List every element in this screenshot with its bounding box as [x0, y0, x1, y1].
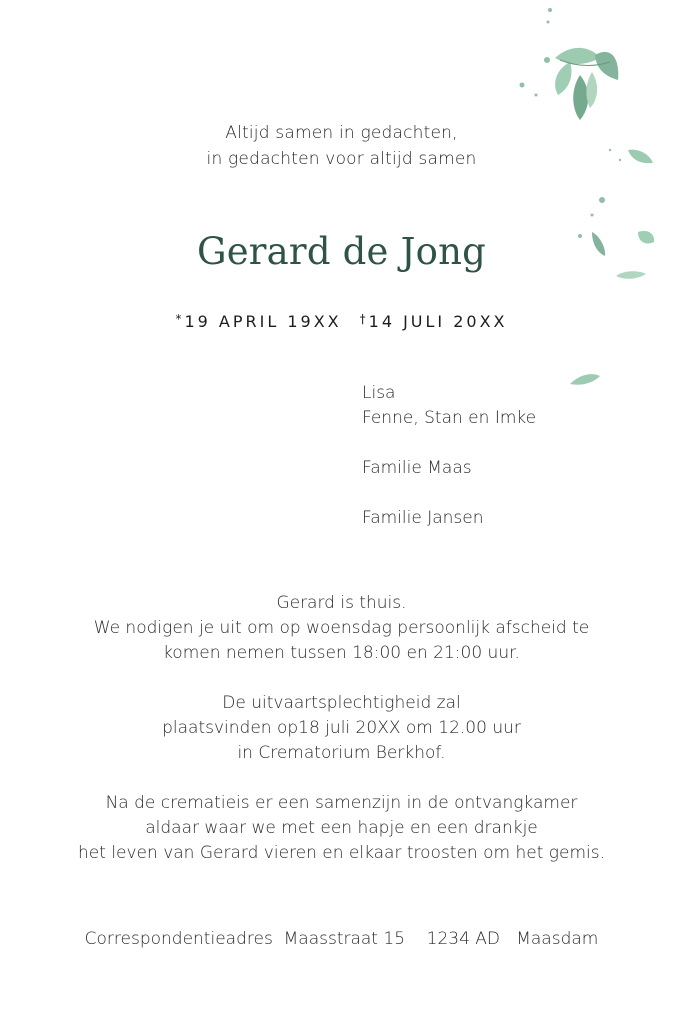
- deceased-name: Gerard de Jong: [196, 230, 487, 273]
- motto-line: Altijd samen in gedachten,: [225, 123, 458, 143]
- mourner-group: [362, 456, 662, 481]
- announcement-line: We nodigen je uit om op woensdag persoonlijk afscheid te: [93, 618, 590, 638]
- motto: [0, 120, 683, 172]
- announcement-line: aldaar waar we met een hapje en een drankje: [145, 818, 538, 838]
- mourner-group: [362, 381, 662, 431]
- death-symbol: †: [359, 312, 366, 326]
- announcement-line: plaatsvinden op18 juli 20XX om 12.00 uur: [162, 718, 521, 738]
- announcement-paragraph: [0, 691, 683, 766]
- correspondence-address: Correspondentieadres Maasstraat 15 1234 AD Maasdam: [84, 929, 599, 949]
- announcement-paragraph: [0, 591, 683, 666]
- announcement: [0, 591, 683, 891]
- birth-symbol: *: [175, 312, 182, 326]
- announcement-line: Gerard is thuis.: [276, 593, 407, 613]
- announcement-line: in Crematorium Berkhof.: [237, 743, 446, 763]
- birth-date: 19 APRIL 19XX: [184, 312, 342, 331]
- announcement-paragraph: [0, 791, 683, 866]
- announcement-line: De uitvaartsplechtigheid zal: [222, 693, 461, 713]
- death-date: 14 JULI 20XX: [368, 312, 508, 331]
- mourner-line: Lisa: [362, 383, 396, 403]
- announcement-line: het leven van Gerard vieren en elkaar troosten om het gemis.: [78, 843, 605, 863]
- life-dates: [0, 312, 683, 331]
- mourners-list: [362, 381, 662, 556]
- mourner-group: [362, 506, 662, 531]
- mourner-line: Fenne, Stan en Imke: [362, 408, 537, 428]
- eucalyptus-leaves-icon: [500, 0, 683, 400]
- mourner-line: Familie Jansen: [362, 508, 484, 528]
- announcement-line: Na de crematieis er een samenzijn in de ontvangkamer: [105, 793, 578, 813]
- motto-line: in gedachten voor altijd samen: [206, 149, 477, 169]
- mourner-line: Familie Maas: [362, 458, 472, 478]
- announcement-line: komen nemen tussen 18:00 en 21:00 uur.: [163, 643, 520, 663]
